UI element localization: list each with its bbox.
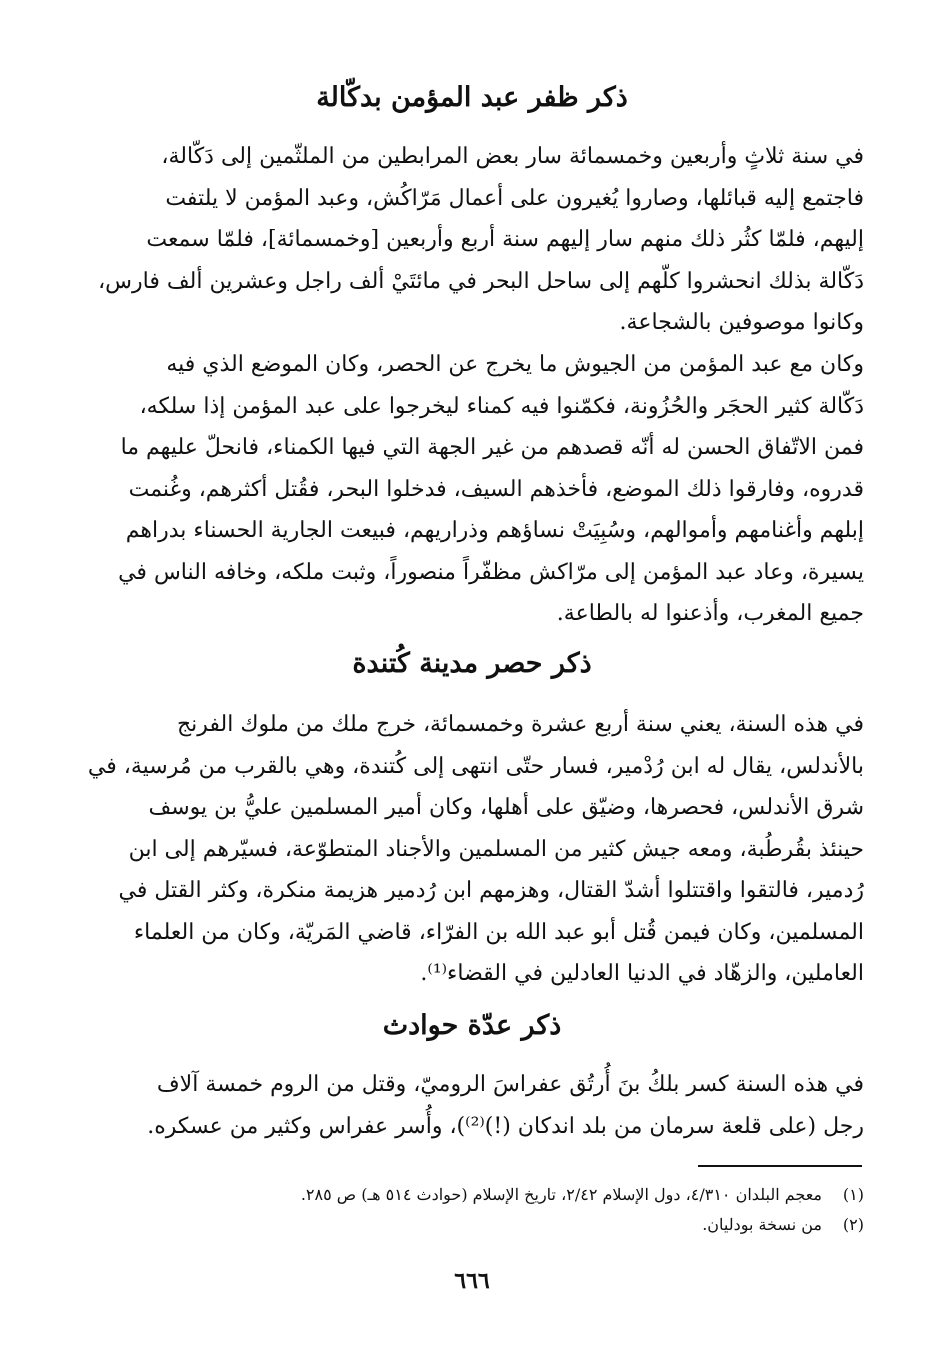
- footnote-text: معجم البلدان ٤/٣١٠، دول الإسلام ٢/٤٢، تاريخ الإسلام (حوادث ٥١٤ هـ) ص ٢٨٥.: [300, 1185, 822, 1204]
- text-line: دَكّالة بذلك انحشروا كلّهم إلى ساحل البحر في مائتَيْ ألف راجل وعشرين ألف فارس،: [98, 268, 864, 294]
- section-heading-dukkala: ذكر ظفر عبد المؤمن بدكّالة: [316, 82, 628, 113]
- paragraph-dukkala-2: [62, 344, 864, 635]
- text-line: بالأندلس، يقال له ابن رُدْمير، فسار حتّى انتهى إلى كُتندة، وهي بالقرب من مُرسية، في: [87, 753, 864, 779]
- footnotes: [62, 1180, 864, 1240]
- text-line: شرق الأندلس، فحصرها، وضيّق على أهلها، وكان أمير المسلمين عليُّ بن يوسف: [148, 795, 864, 820]
- text-line: رُدمير، فالتقوا واقتتلوا أشدّ القتال، وهزمهم ابن رُدمير هزيمة منكرة، وكثر القتل في: [118, 878, 864, 903]
- paragraph-dukkala-1: [62, 136, 864, 344]
- footnote: [62, 1180, 864, 1210]
- text-line: وكان مع عبد المؤمن من الجيوش ما يخرج عن الحصر، وكان الموضع الذي فيه: [166, 352, 864, 377]
- text-line: يسيرة، وعاد عبد المؤمن إلى مرّاكش مظفّراً منصوراً، وثبت ملكه، وخافه الناس في: [118, 559, 864, 585]
- text-line: فاجتمع إليه قبائلها، وصاروا يُغيرون على أعمال مَرّاكُش، وعبد المؤمن لا يلتفت: [165, 185, 864, 211]
- paragraph-kutanda: [62, 704, 864, 995]
- text-line: في سنة ثلاثٍ وأربعين وخمسمائة سار بعض المرابطين من الملثّمين إلى دَكّالة،: [161, 144, 864, 169]
- paragraph-events: [62, 1064, 864, 1147]
- text-line: فمن الاتّفاق الحسن له أنّه قصدهم من غير الجهة التي فيها الكمناء، فانحلّ عليهم ما: [120, 435, 864, 460]
- text-line: في هذه السنة، يعني سنة أربع عشرة وخمسمائة، خرج ملك من ملوك الفرنج: [176, 712, 864, 737]
- page-number: ٦٦٦: [454, 1268, 490, 1294]
- text-line: وكانوا موصوفين بالشجاعة.: [619, 310, 864, 335]
- text-line: العاملين، والزهّاد في الدنيا العادلين في القضاء⁽¹⁾.: [420, 961, 864, 986]
- text-line: إبلهم وأغنامهم وأموالهم، وسُبِيَتْ نساؤهم وذراريهم، فبيعت الجارية الحسناء بدراهم: [125, 518, 864, 543]
- section-heading-kutanda: ذكر حصر مدينة كُتندة: [352, 648, 592, 679]
- text-line: إليهم، فلمّا كثُر ذلك منهم سار إليهم سنة أربع وأربعين [وخمسمائة]، فلمّا سمعت: [146, 227, 864, 252]
- text-line: في هذه السنة كسر بلكُ بنَ أُرتُق عفراسَ الروميّ، وقتل من الروم خمسة آلاف: [156, 1072, 864, 1097]
- footnote-divider: [698, 1165, 862, 1167]
- text-line: جميع المغرب، وأذعنوا له بالطاعة.: [556, 601, 864, 626]
- footnote-number: (١): [842, 1185, 864, 1204]
- text-line: رجل (على قلعة سرمان من بلد اندكان (!)⁽²⁾)، وأُسر عفراس وكثير من عسكره.: [147, 1113, 864, 1139]
- text-line: قدروه، وفارقوا ذلك الموضع، فأخذهم السيف، فدخلوا البحر، فقُتل أكثرهم، وغُنمت: [128, 476, 864, 502]
- section-heading-events: ذكر عدّة حوادث: [382, 1010, 562, 1041]
- footnote: [62, 1210, 864, 1240]
- text-line: دَكّالة كثير الحجَر والحُزُونة، فكمّنوا فيه كمناء ليخرجوا على عبد المؤمن إذا سلكه،: [139, 393, 864, 419]
- footnote-number: (٢): [842, 1215, 864, 1234]
- text-line: حينئذ بقُرطُبة، ومعه جيش كثير من المسلمين والأجناد المتطوّعة، فسيّرهم إلى ابن: [128, 836, 864, 862]
- text-line: المسلمين، وكان فيمن قُتل أبو عبد الله بن الفرّاء، قاضي المَريّة، وكان من العلماء: [133, 919, 864, 945]
- footnote-text: من نسخة بودليان.: [702, 1215, 822, 1234]
